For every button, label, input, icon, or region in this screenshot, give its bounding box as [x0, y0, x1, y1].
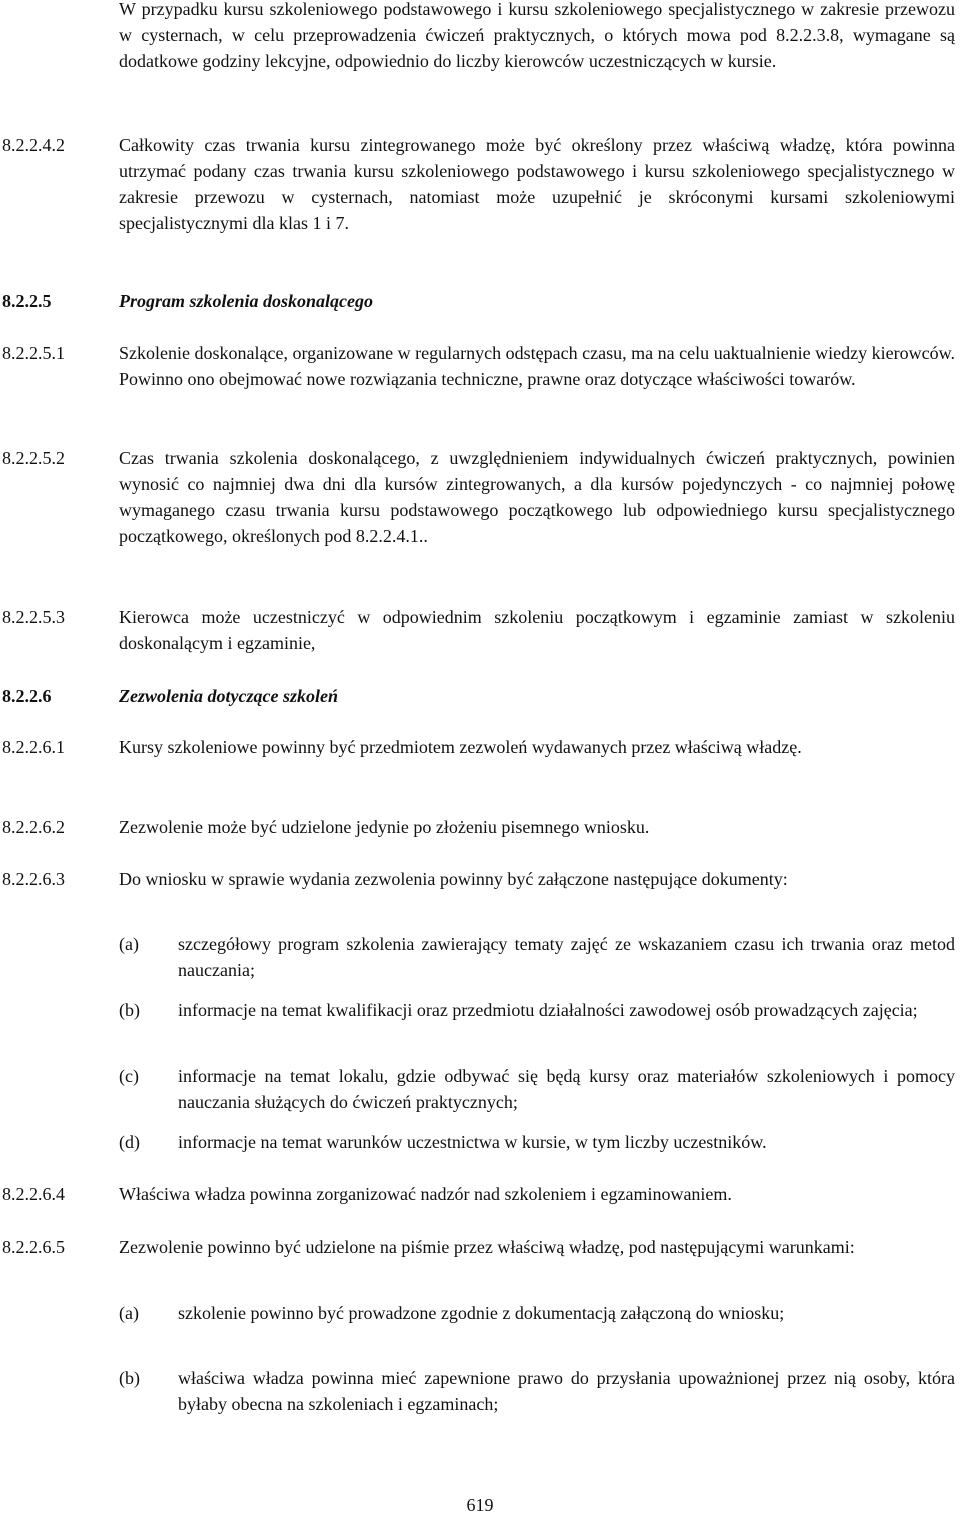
heading-number: 8.2.2.6	[2, 686, 52, 706]
section-number: 8.2.2.5.1	[2, 343, 65, 363]
list-item	[0, 997, 955, 1023]
section-text: Właściwa władza powinna zorganizować nadzór nad szkoleniem i egzaminowaniem.	[119, 1184, 732, 1204]
list-item-label: (b)	[119, 1368, 140, 1388]
section-8-2-2-5-1	[0, 340, 955, 392]
paragraph-text: W przypadku kursu szkoleniowego podstawowego i kursu szkoleniowego specjalistycznego w zakresie przewozu w cysternach, w celu przeprowadzenia ćwiczeń praktycznych, o których mowa pod 8.2.2.3.8, wymagane są dodatkowe godziny lekcyjne, odpowiednio do liczby kierowców uczestniczących w kursie.	[119, 0, 955, 71]
section-number: 8.2.2.6.2	[2, 817, 65, 837]
section-text: Kursy szkoleniowe powinny być przedmiotem zezwoleń wydawanych przez właściwą władzę.	[119, 737, 802, 757]
list-item-label: (c)	[119, 1066, 139, 1086]
list-item-text: informacje na temat warunków uczestnictwa w kursie, w tym liczby uczestników.	[178, 1132, 767, 1152]
list-item-label: (d)	[119, 1132, 140, 1152]
section-text: Całkowity czas trwania kursu zintegrowanego może być określony przez właściwą władzę, która powinna utrzymać podany czas trwania kursu szkoleniowego podstawowego i kursu szkoleniowego specjalistycznego w zakresie przewozu w cysternach, natomiast może uzupełnić je skróconymi kursami szkoleniowymi specjalistycznymi dla klas 1 i 7.	[119, 135, 955, 233]
section-8-2-2-6-4	[0, 1181, 955, 1207]
section-text: Kierowca może uczestniczyć w odpowiednim szkoleniu początkowym i egzaminie zamiast w szkoleniu doskonalącym i egzaminie,	[119, 607, 955, 653]
heading-title: Program szkolenia doskonalącego	[119, 291, 374, 311]
list-item-text: szczegółowy program szkolenia zawierający tematy zajęć ze wskazaniem czasu ich trwania oraz metod nauczania;	[178, 934, 955, 980]
section-8-2-2-5-3	[0, 604, 955, 656]
section-number: 8.2.2.4.2	[2, 135, 65, 155]
list-item-text: informacje na temat kwalifikacji oraz przedmiotu działalności zawodowej osób prowadzących zajęcia;	[178, 1000, 918, 1020]
section-8-2-2-6-1	[0, 734, 955, 760]
section-number: 8.2.2.6.5	[2, 1237, 65, 1257]
section-number: 8.2.2.5.2	[2, 448, 65, 468]
section-8-2-2-4-2	[0, 132, 955, 236]
list-item-text: informacje na temat lokalu, gdzie odbywać się będą kursy oraz materiałów szkoleniowych i pomocy nauczania służących do ćwiczeń praktycznych;	[178, 1066, 955, 1112]
list-item-label: (a)	[119, 1303, 139, 1323]
list-item	[0, 931, 955, 983]
section-number: 8.2.2.6.4	[2, 1184, 65, 1204]
section-8-2-2-5-2	[0, 445, 955, 549]
section-number: 8.2.2.6.3	[2, 869, 65, 889]
heading-8-2-2-5	[0, 288, 955, 314]
intro-paragraph	[0, 0, 955, 74]
section-text: Zezwolenie powinno być udzielone na piśmie przez właściwą władzę, pod następującymi warunkami:	[119, 1237, 855, 1257]
list-item-text: szkolenie powinno być prowadzone zgodnie z dokumentacją załączoną do wniosku;	[178, 1303, 785, 1323]
heading-8-2-2-6	[0, 683, 955, 709]
list-item-label: (b)	[119, 1000, 140, 1020]
section-text: Czas trwania szkolenia doskonalącego, z uwzględnieniem indywidualnych ćwiczeń praktycznych, powinien wynosić co najmniej dwa dni dla kursów zintegrowanych, a dla kursów pojedynczych - co najmniej połowę wymaganego czasu trwania kursu podstawowego początkowego lub odpowiedniego kursu specjalistycznego początkowego, określonych pod 8.2.2.4.1..	[119, 448, 955, 546]
section-text: Szkolenie doskonalące, organizowane w regularnych odstępach czasu, ma na celu uaktualnienie wiedzy kierowców. Powinno ono obejmować nowe rozwiązania techniczne, prawne oraz dotyczące właściwości towarów.	[119, 343, 955, 389]
section-8-2-2-6-2	[0, 814, 955, 840]
heading-title: Zezwolenia dotyczące szkoleń	[119, 686, 338, 706]
list-item-text: właściwa władza powinna mieć zapewnione prawo do przysłania upoważnionej przez nią osoby, która byłaby obecna na szkoleniach i egzaminach;	[178, 1368, 955, 1414]
section-8-2-2-6-5	[0, 1234, 955, 1260]
section-8-2-2-6-3	[0, 866, 955, 892]
heading-number: 8.2.2.5	[2, 291, 52, 311]
page-number: 619	[466, 1495, 494, 1515]
list-item	[0, 1365, 955, 1417]
section-text: Do wniosku w sprawie wydania zezwolenia powinny być załączone następujące dokumenty:	[119, 869, 788, 889]
list-item-label: (a)	[119, 934, 139, 954]
list-item	[0, 1300, 955, 1326]
section-text: Zezwolenie może być udzielone jedynie po złożeniu pisemnego wniosku.	[119, 817, 650, 837]
section-number: 8.2.2.6.1	[2, 737, 65, 757]
list-item	[0, 1129, 955, 1155]
section-number: 8.2.2.5.3	[2, 607, 65, 627]
list-item	[0, 1063, 955, 1115]
